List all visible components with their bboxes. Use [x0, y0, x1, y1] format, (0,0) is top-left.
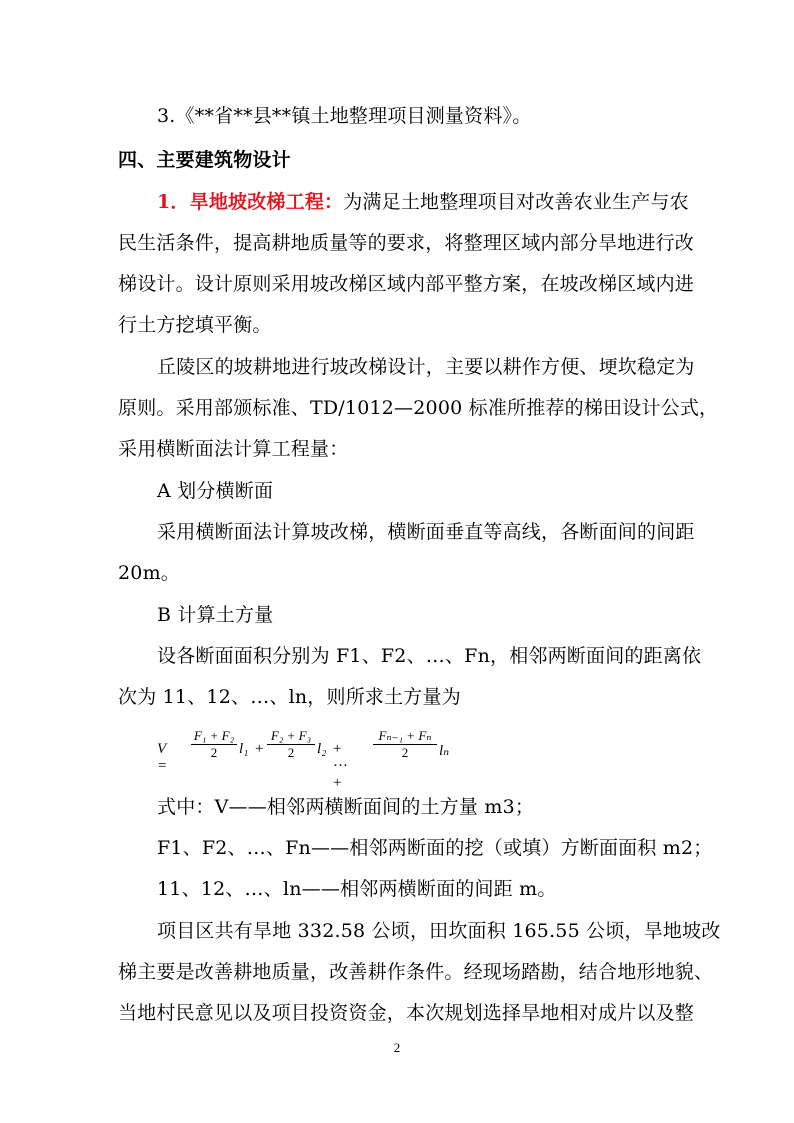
paragraph-line: 梯主要是改善耕地质量，改善耕作条件。经现场踏勘，结合地形地貌、	[118, 961, 714, 983]
formula-fraction: $\frac{\text{Fₙ₋₁ + Fₙ}}{2}$	[373, 728, 437, 761]
paragraph-line: 民生活条件，提高耕地质量等的要求，将整理区域内部分旱地进行改	[118, 232, 695, 254]
definition-line: F1、F2、…、Fn——相邻两断面的挖（或填）方断面面积 m2；	[157, 837, 713, 859]
paragraph-line: 20m。	[118, 562, 180, 584]
paragraph-line: 设各断面面积分别为 F1、F2、…、Fn，相邻两断面间的距离依	[157, 645, 702, 667]
paragraph-line: 丘陵区的坡耕地进行坡改梯设计，主要以耕作方便、埂坎稳定为	[157, 356, 695, 378]
paragraph-line: 行土方挖填平衡。	[118, 314, 272, 336]
page-number: 2	[393, 1040, 401, 1055]
subheading-a: A 划分横断面	[157, 480, 274, 502]
paragraph-line	[157, 190, 689, 214]
paragraph-line: 项目区共有旱地 332.58 公顷，田坎面积 165.55 公顷，旱地坡改	[157, 920, 721, 942]
definition-line: 11、12、…、ln——相邻两横断面的间距 m。	[157, 878, 557, 900]
formula-fraction: $\frac{\text{F₂ + F₃}}{2}$	[267, 728, 315, 761]
paragraph-line: 采用横断面法计算坡改梯，横断面垂直等高线，各断面间的间距	[157, 521, 695, 543]
paragraph-line: 采用横断面法计算工程量：	[118, 438, 349, 460]
formula-lhs: V =	[157, 741, 168, 774]
paragraph-text: 为满足土地整理项目对改善农业生产与农	[343, 191, 689, 213]
reference-item: 3.《**省**县**镇土地整理项目测量资料》。	[157, 105, 532, 127]
paragraph-line: 次为 11、12、…、ln，则所求土方量为	[118, 686, 461, 708]
subheading-b: B 计算土方量	[157, 604, 274, 626]
paragraph-line: 当地村民意见以及项目投资资金，本次规划选择旱地相对成片以及整	[118, 1002, 695, 1024]
paragraph-line: 原则。采用部颁标准、TD/1012—2000 标准所推荐的梯田设计公式，	[118, 397, 719, 419]
paragraph-line: 梯设计。设计原则采用坡改梯区域内部平整方案，在坡改梯区域内进	[118, 273, 695, 295]
formula-fraction: $\frac{\text{F₁ + F₂}}{2}$	[191, 728, 237, 761]
document-page: 3.《**省**县**镇土地整理项目测量资料》。 四、主要建筑物设计 1．旱地坡改梯工程：为满足土地整理项目对改善农业生产与农 民生活条件，提高耕地质量等的要求，将整理区域内部分旱地进行改 梯设计。设计原则采用坡改梯区域内部平整方案，在坡改梯区域内进 行土方挖填平衡。 丘陵区的坡耕地进行坡改梯设计，主要以耕作方便、埂坎稳定为 原则。采用部颁标准、TD/1012—2000 标准所推荐的梯田设计公式， 采用横断面法计算工程量： A 划分横断面 采用横断面法计算坡改梯，横断面垂直等高线，各断面间的间距 20m。 B 计算土方量 设各断面面积分别为 F1、F2、…、Fn，相邻两断面间的距离依 次为 11、12、…、ln，则所求土方量为 V = $\frac{\text{F₁ + F₂}}{2}$ l₁ + $\frac{\text{F₂ + F₃}}{2}$ l₂ + ··· + $\frac{\text{Fₙ₋₁ + Fₙ}}{2}$ lₙ 式中：V——相邻两横断面间的土方量 m3； F1、F2、…、Fn——相邻两断面的挖（或填）方断面面积 m2； 11、12、…、ln——相邻两横断面的间距 m。 项目区共有旱地 332.58 公顷，田坎面积 165.55 公顷，旱地坡改 梯主要是改善耕地质量，改善耕作条件。经现场踏勘，结合地形地貌、 当地村民意见以及项目投资资金，本次规划选择旱地相对成片以及整 2	[0, 0, 794, 1123]
section-heading: 四、主要建筑物设计	[118, 149, 291, 171]
definition-line: 式中：V——相邻两横断面间的土方量 m3；	[157, 796, 535, 818]
subsection-lead: 1．旱地坡改梯工程：	[157, 191, 344, 213]
